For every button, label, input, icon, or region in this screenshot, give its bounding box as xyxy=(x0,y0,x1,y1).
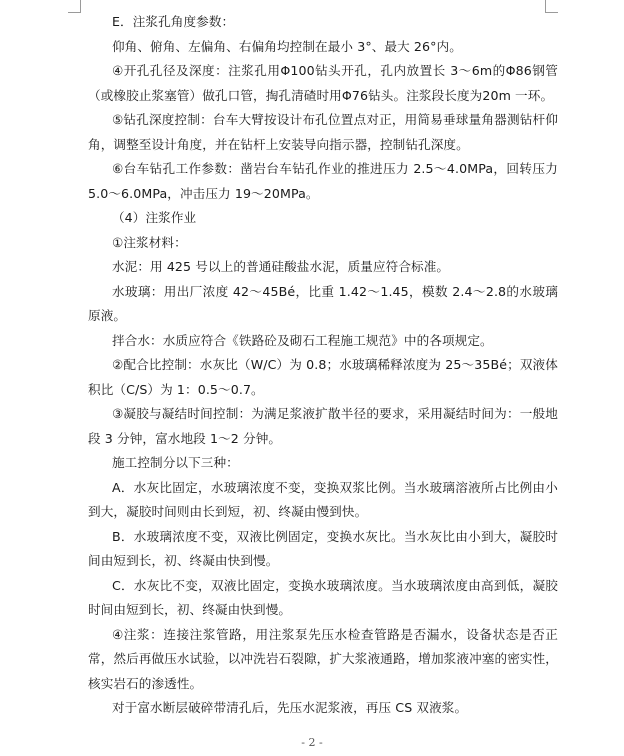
paragraph-angle-range: 仰角、俯角、左偏角、右偏角均控制在最小 3°、最大 26°内。 xyxy=(111,38,462,54)
paragraph-grouting-procedure: ④注浆：连接注浆管路，用注浆泵先压水检查管路是否漏水，设备状态是否正常，然后再做压水试验，以冲洗岩石裂隙，扩大浆液通路，增加浆液冲塞的密实性，核实岩石的渗透性。 xyxy=(88,626,558,691)
paragraph-cement: 水泥：用 425 号以上的普通硅酸盐水泥，质量应符合标准。 xyxy=(111,259,450,274)
page-number: - 2 - xyxy=(301,736,323,749)
paragraph-hole-diameter-depth: ④开孔孔径及深度：注浆孔用Φ100钻头开孔，孔内放置长 3～6m的Φ86钢管（或橡胶止浆塞管）做孔口管，掏孔清碴时用Φ76钻头。注浆段长度为20m 一环。 xyxy=(88,63,558,103)
paragraph-method-c: C．水灰比不变，双液比固定，变换水玻璃浓度。当水玻璃浓度由高到低，凝胶时间由短到长，初、终凝由快到慢。 xyxy=(88,577,558,617)
document-page-body xyxy=(88,10,558,721)
section-heading-grouting: （4）注浆作业 xyxy=(111,210,197,225)
paragraph-method-b: B．水玻璃浓度不变，双液比例固定，变换水灰比。当水灰比由小到大，凝胶时间由短到长，初、终凝由快到慢。 xyxy=(88,528,558,568)
crop-mark-top-left xyxy=(68,0,81,13)
paragraph-fault-zone: 对于富水断层破碎带清孔后，先压水泥浆液，再压 CS 双液浆。 xyxy=(111,700,468,715)
paragraph-mix-ratio: ②配合比控制：水灰比（W/C）为 0.8；水玻璃稀释浓度为 25～35Bé；双液体积比（C/S）为 1：0.5～0.7。 xyxy=(88,357,558,397)
paragraph-method-a: A．水灰比固定，水玻璃浓度不变，变换双浆比例。当水玻璃溶液所占比例由小到大，凝胶时间则由长到短，初、终凝由慢到快。 xyxy=(88,479,558,519)
paragraph-control-methods: 施工控制分以下三种： xyxy=(111,455,239,470)
paragraph-angle-params-heading: E．注浆孔角度参数： xyxy=(111,14,235,29)
paragraph-drill-work-params: ⑥台车钻孔工作参数：凿岩台车钻孔作业的推进压力 2.5～4.0MPa，回转压力 5.0～6.0MPa，冲击压力 19～20MPa。 xyxy=(88,161,558,201)
paragraph-drill-depth-control: ⑤钻孔深度控制：台车大臂按设计布孔位置点对正，用简易垂球量角器测钻杆仰角，调整至设计角度，并在钻杆上安装导向指示器，控制钻孔深度。 xyxy=(88,112,558,152)
paragraph-gel-time: ③凝胶与凝结时间控制：为满足浆液扩散半径的要求，采用凝结时间为：一般地段 3 分钟，富水地段 1～2 分钟。 xyxy=(88,406,558,446)
paragraph-mixing-water: 拌合水：水质应符合《铁路砼及砌石工程施工规范》中的各项规定。 xyxy=(111,332,493,348)
paragraph-water-glass: 水玻璃：用出厂浓度 42～45Bé，比重 1.42～1.45，模数 2.4～2.8的水玻璃原液。 xyxy=(88,283,558,323)
paragraph-grout-materials: ①注浆材料： xyxy=(111,234,187,250)
